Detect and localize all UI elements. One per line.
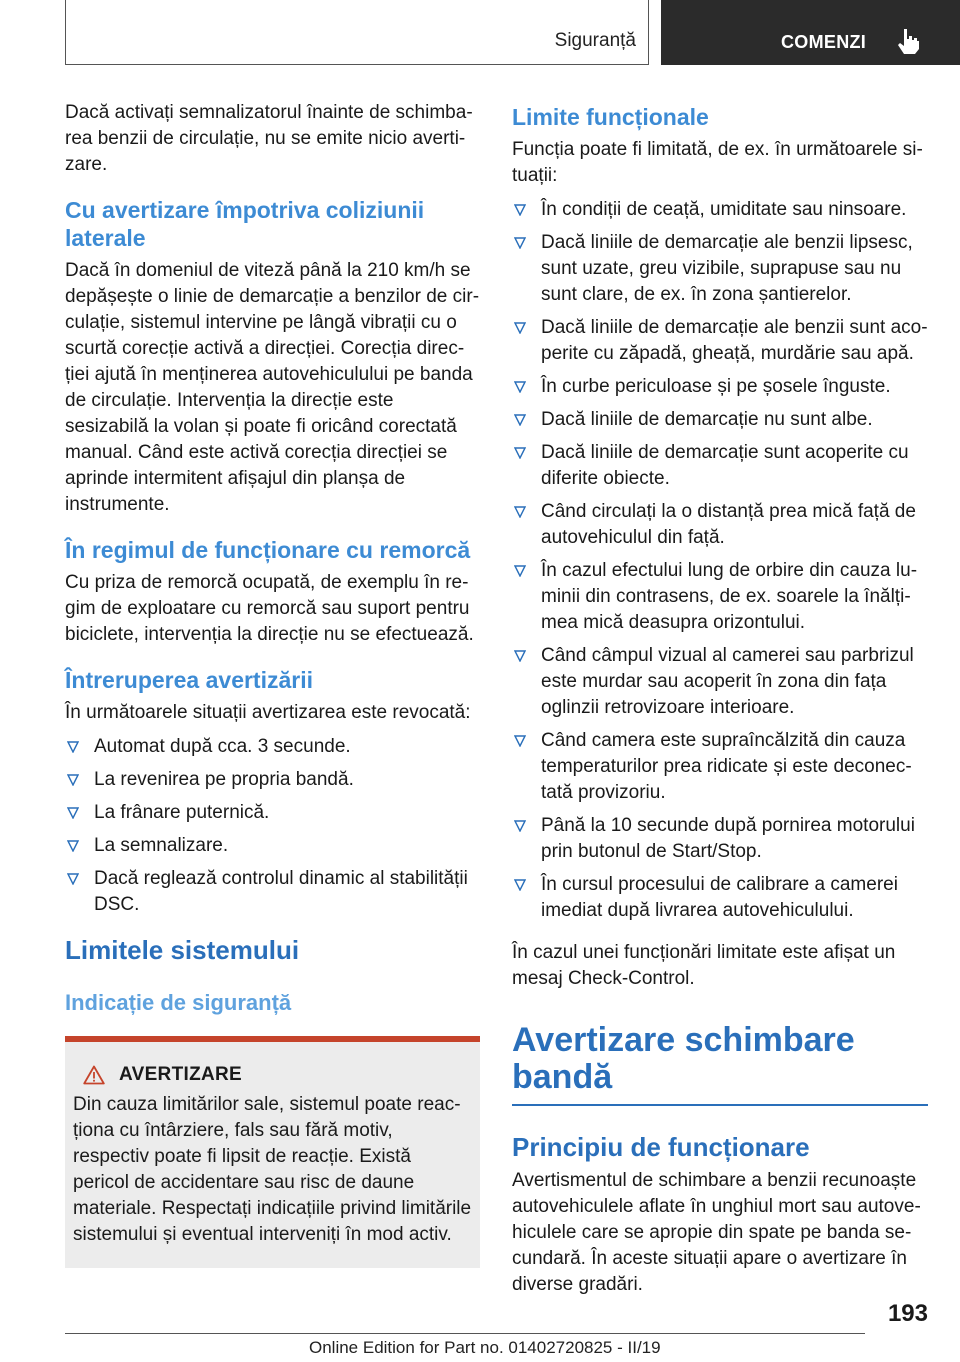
warning-title: AVERTIZARE — [119, 1064, 242, 1085]
list-item: În condiții de ceață, umiditate sau ninsoare. — [512, 197, 928, 223]
header-section-title: Siguranță — [554, 30, 636, 51]
footer-edition-text: Online Edition for Part no. 01402720825 - II/19 — [309, 1338, 661, 1357]
triangle-bullet-icon — [67, 774, 79, 786]
triangle-bullet-icon — [67, 807, 79, 819]
triangle-bullet-icon — [514, 381, 526, 393]
trailer-paragraph: Cu priza de remorcă ocupată, de exemplu în regim de exploatare cu remorcă sau suport pentru biciclete, intervenția la direcție nu se efectuează. — [65, 572, 474, 645]
functional-paragraph: Funcția poate fi limitată, de ex. în următoarele situații: — [512, 139, 923, 186]
triangle-bullet-icon — [67, 741, 79, 753]
header-tab-comenzi[interactable] — [661, 0, 960, 65]
list-item: La semnalizare. — [65, 833, 480, 859]
interrupt-list — [65, 734, 480, 918]
header-section-box — [65, 0, 649, 65]
triangle-bullet-icon — [514, 735, 526, 747]
list-item: În curbe periculoase și pe șosele înguste. — [512, 374, 928, 400]
heading-functional-limits: Limite funcționale — [512, 104, 709, 130]
hand-pointer-icon — [895, 27, 921, 55]
triangle-bullet-icon — [514, 237, 526, 249]
list-item: Când camera este supraîncălzită din cauza temperaturilor prea ridicate și este deconectată provizoriu. — [512, 728, 928, 806]
triangle-bullet-icon — [514, 650, 526, 662]
triangle-bullet-icon — [514, 414, 526, 426]
warning-text: Din cauza limitărilor sale, sistemul poate reacționa cu întârziere, fals sau fără motiv, respectiv poate fi lipsit de reacție. Există pericol de accidentare sau risc de daune materiale. Respectați indicațiile privind limitările sistemului și eventual interveniți în mod activ. — [73, 1094, 472, 1245]
list-item: În cursul procesului de calibrare a camerei imediat după livrarea autovehiculului. — [512, 872, 928, 924]
triangle-bullet-icon — [514, 322, 526, 334]
collision-paragraph: Dacă în domeniul de viteză până la 210 km/h se depășește o linie de demarcație a benzilor de circulație, sistemul intervine pe lângă vibrații cu o scurtă corecție activă a direcției. Corecția direcției ajută în menținerea autovehiculului pe banda de circulație. Intervenția la direcție este sesizabilă la volan și poate fi oricând corectată manual. Când este activă corecția direcției se aprinde intermitent afișajul din planșa de instrumente. — [65, 260, 480, 515]
list-item: Până la 10 secunde după pornirea motorului prin butonul de Start/Stop. — [512, 813, 928, 865]
page-number: 193 — [887, 1300, 928, 1327]
list-item: Dacă liniile de demarcație ale benzii lipsesc, sunt uzate, greu vizibile, suprapuse sau nu sunt clare, de ex. în zona șantierelor. — [512, 230, 928, 308]
triangle-bullet-icon — [67, 840, 79, 852]
warning-box — [65, 1036, 480, 1268]
list-item: Automat după cca. 3 secunde. — [65, 734, 480, 760]
heading-rule — [512, 1104, 928, 1106]
triangle-bullet-icon — [514, 447, 526, 459]
right-column — [512, 103, 928, 1316]
list-item: Când circulați la o distanță prea mică față de autovehiculul din față. — [512, 499, 928, 551]
triangle-bullet-icon — [67, 873, 79, 885]
warning-triangle-icon — [83, 1065, 105, 1085]
list-item: În cazul efectului lung de orbire din cauza luminii din contrasens, de ex. soarele la înălțimea mică deasupra orizontului. — [512, 558, 928, 636]
triangle-bullet-icon — [514, 506, 526, 518]
triangle-bullet-icon — [514, 565, 526, 577]
list-item: Dacă liniile de demarcație nu sunt albe. — [512, 407, 928, 433]
check-control-paragraph: În cazul unei funcționări limitate este afișat un mesaj Check-Control. — [512, 942, 896, 989]
warning-title-row — [73, 1064, 472, 1086]
list-item: Dacă reglează controlul dinamic al stabilității DSC. — [65, 866, 480, 918]
list-item: Dacă liniile de demarcație ale benzii sunt acoperite cu zăpadă, gheață, murdărie sau apă. — [512, 315, 928, 367]
triangle-bullet-icon — [514, 204, 526, 216]
intro-paragraph: Dacă activați semnalizatorul înainte de schimbarea benzii de circulație, nu se emite nicio avertizare. — [65, 102, 473, 175]
header-tab-label: COMENZI — [781, 32, 867, 52]
heading-interrupt: Întreruperea avertizării — [65, 667, 314, 693]
heading-trailer: În regimul de funcționare cu remorcă — [65, 537, 471, 563]
heading-lane-change-warning: Avertizare schimbare bandă — [512, 1021, 855, 1096]
heading-safety-note: Indicație de siguranță — [65, 990, 292, 1015]
principle-paragraph: Avertismentul de schimbare a benzii recunoaște autovehiculele aflate în unghiul mort sau autovehiculele care se apropie din spate pe banda secundară. În aceste situații apare o avertizare în diverse gradări. — [512, 1170, 921, 1295]
triangle-bullet-icon — [514, 820, 526, 832]
footer-rule — [65, 1333, 865, 1334]
left-column — [65, 100, 480, 1268]
heading-system-limits: Limitele sistemului — [65, 935, 300, 965]
heading-collision: Cu avertizare împotriva coliziunii laterale — [65, 197, 425, 251]
list-item: La frânare puternică. — [65, 800, 480, 826]
list-item: Dacă liniile de demarcație sunt acoperite cu diferite obiecte. — [512, 440, 928, 492]
list-item: La revenirea pe propria bandă. — [65, 767, 480, 793]
functional-list — [512, 197, 928, 924]
triangle-bullet-icon — [514, 879, 526, 891]
heading-principle: Principiu de funcționare — [512, 1132, 810, 1162]
interrupt-paragraph: În următoarele situații avertizarea este revocată: — [65, 702, 471, 723]
list-item: Când câmpul vizual al camerei sau parbrizul este murdar sau acoperit în zona din fața oglinzii retrovizoare interioare. — [512, 643, 928, 721]
